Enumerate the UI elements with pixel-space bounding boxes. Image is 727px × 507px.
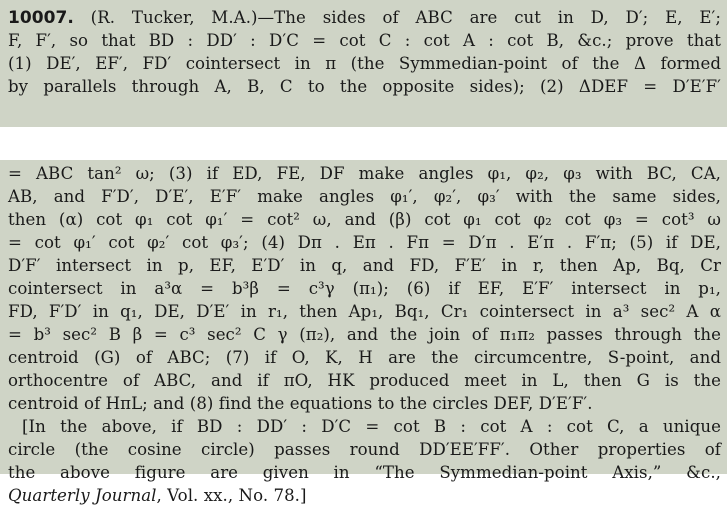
scan-fragment-bottom [0, 160, 727, 505]
text-line: by parallels through A, B, C to the opposite sides); (2) ΔDEF = D′E′F′ [8, 77, 721, 96]
text-line: the above figure are given in “The Symmedian-point Axis,” &c., [8, 463, 721, 482]
problem-number: 10007. [8, 8, 74, 28]
text-line: (1) DE′, EF′, FD′ cointersect in π (the Symmedian-point of the Δ formed [8, 54, 721, 73]
text-line [8, 6, 721, 29]
citation-tail: , Vol. xx., No. 78.] [156, 486, 307, 505]
text-line: orthocentre of ABC, and if πO, HK produced meet in L, then G is the [8, 371, 721, 390]
text-line: centroid of HπL; and (8) find the equations to the circles DEF, D′E′F′. [8, 394, 593, 413]
text-line: = cot φ₁′ cot φ₂′ cot φ₃′; (4) Dπ . Eπ . Fπ = D′π . E′π . F′π; (5) if DE, [8, 233, 721, 252]
text-line: cointersect in a³α = b³β = c³γ (π₁); (6) if EF, E′F′ intersect in p₁, [8, 279, 721, 298]
text-line: D′F′ intersect in p, EF, E′D′ in q, and FD, F′E′ in r, then Ap, Bq, Cr [8, 256, 721, 275]
text-line: then (α) cot φ₁ cot φ₁′ = cot² ω, and (β) cot φ₁ cot φ₂ cot φ₃ = cot³ ω [8, 210, 721, 229]
text-line: = b³ sec² B β = c³ sec² C γ (π₂), and the join of π₁π₂ passes through the [8, 325, 721, 344]
text-line: = ABC tan² ω; (3) if ED, FE, DF make angles φ₁, φ₂, φ₃ with BC, CA, [8, 164, 721, 183]
scan-fragment-top [0, 0, 727, 127]
text-line: FD, F′D′ in q₁, DE, D′E′ in r₁, then Ap₁, Bq₁, Cr₁ cointersect in a³ sec² A α [8, 302, 721, 321]
text-line: [In the above, if BD : DD′ : D′C = cot B : cot A : cot C, a unique [22, 417, 721, 436]
text-line: AB, and F′D′, D′E′, E′F′ make angles φ₁′, φ₂′, φ₃′ with the same sides, [8, 187, 721, 206]
text-run: (R. Tucker, M.A.)—The sides of ABC are cut in D, D′; E, E′; [73, 8, 721, 27]
text-line: F, F′, so that BD : DD′ : D′C = cot C : cot A : cot B, &c.; prove that [8, 31, 721, 50]
text-line [8, 484, 721, 507]
text-line: circle (the cosine circle) passes round DD′EE′FF′. Other properties of [8, 440, 721, 459]
text-line: centroid (G) of ABC; (7) if O, K, H are the circumcentre, S-point, and [8, 348, 721, 367]
journal-name: Quarterly Journal [8, 486, 157, 505]
